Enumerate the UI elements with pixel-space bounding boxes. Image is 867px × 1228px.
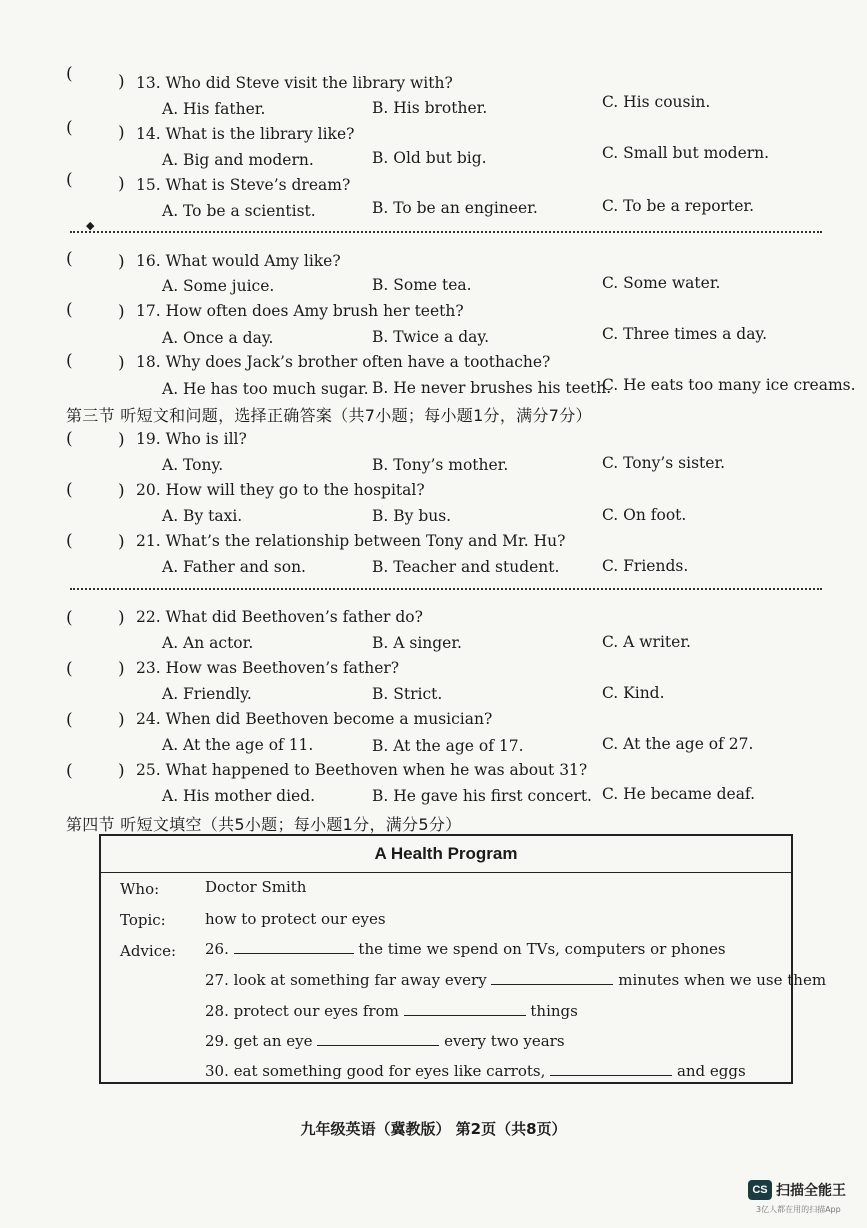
answer-paren-left: ( (66, 608, 73, 628)
advice-label: Advice: (120, 942, 177, 960)
section-3-title: 第三节 听短文和问题，选择正确答案（共7小题；每小题1分，满分7分） (66, 406, 592, 425)
option-a: A. Some juice. (162, 277, 275, 295)
answer-paren-left: ( (66, 761, 73, 781)
option-c: C. Three times a day. (602, 325, 768, 343)
option-c: C. He eats too many ice creams. (602, 376, 856, 394)
question-stem: 21. What’s the relationship between Tony and Mr. Hu? (136, 532, 566, 550)
option-b: B. Twice a day. (372, 328, 489, 346)
answer-paren-right: ) (118, 174, 125, 194)
question-stem: 22. What did Beethoven’s father do? (136, 608, 423, 626)
option-a: A. Father and son. (162, 558, 306, 576)
option-b: B. By bus. (372, 507, 452, 525)
option-a: A. By taxi. (162, 507, 243, 525)
option-c: C. His cousin. (602, 93, 711, 111)
option-c: C. On foot. (602, 506, 687, 524)
blank-29[interactable] (317, 1033, 439, 1046)
option-c: C. At the age of 27. (602, 735, 754, 753)
advice-item-26: 26. the time we spend on TVs, computers or phones (205, 940, 726, 958)
dotted-divider (70, 231, 822, 233)
watermark-name: 扫描全能王 (776, 1183, 846, 1199)
answer-paren-right: ) (118, 761, 125, 781)
option-a: A. An actor. (162, 634, 254, 652)
question-stem: 16. What would Amy like? (136, 252, 341, 270)
option-a: A. His mother died. (162, 787, 316, 805)
blank-30[interactable] (550, 1063, 672, 1076)
option-b: B. He gave his first concert. (372, 787, 592, 805)
answer-paren-right: ) (118, 532, 125, 552)
answer-paren-right: ) (118, 659, 125, 679)
option-b: B. A singer. (372, 634, 462, 652)
option-a: A. Once a day. (162, 329, 274, 347)
answer-paren-right: ) (118, 430, 125, 450)
who-label: Who: (120, 880, 160, 898)
option-b: B. Tony’s mother. (372, 456, 509, 474)
topic-label: Topic: (120, 911, 166, 929)
advice-item-27: 27. look at something far away every minutes when we use them (205, 971, 827, 989)
dotted-divider (70, 588, 822, 590)
question-stem: 20. How will they go to the hospital? (136, 481, 425, 499)
who-value: Doctor Smith (205, 878, 307, 896)
answer-paren-right: ) (118, 608, 125, 628)
page-footer: 九年级英语（冀教版） 第2页（共8页） (300, 1120, 567, 1138)
question-stem: 25. What happened to Beethoven when he was about 31? (136, 761, 588, 779)
blank-27[interactable] (491, 972, 613, 985)
answer-paren-left: ( (66, 249, 73, 269)
answer-paren-right: ) (118, 123, 125, 143)
advice-item-28: 28. protect our eyes from things (205, 1002, 578, 1020)
answer-paren-right: ) (118, 710, 125, 730)
option-c: C. To be a reporter. (602, 197, 755, 215)
option-b: B. Strict. (372, 685, 443, 703)
answer-paren-left: ( (66, 300, 73, 320)
option-a: A. Big and modern. (162, 151, 314, 169)
option-b: B. Old but big. (372, 149, 487, 167)
answer-paren-right: ) (118, 302, 125, 322)
question-stem: 18. Why does Jack’s brother often have a toothache? (136, 353, 551, 371)
answer-paren-left: ( (66, 429, 73, 449)
answer-paren-right: ) (118, 72, 125, 92)
advice-item-29: 29. get an eye every two years (205, 1032, 565, 1050)
camscanner-logo-icon: CS (748, 1180, 772, 1200)
answer-paren-right: ) (118, 481, 125, 501)
option-a: A. Friendly. (162, 685, 252, 703)
health-program-table (99, 834, 827, 1084)
section-4-title: 第四节 听短文填空（共5小题；每小题1分，满分5分） (66, 815, 462, 834)
option-c: C. Small but modern. (602, 144, 770, 162)
option-a: A. At the age of 11. (162, 736, 314, 754)
option-b: B. At the age of 17. (372, 737, 524, 755)
answer-paren-left: ( (66, 64, 73, 84)
option-b: B. To be an engineer. (372, 199, 538, 217)
advice-item-30: 30. eat something good for eyes like carrots, and eggs (205, 1062, 746, 1080)
watermark-subtitle: 3亿人都在用的扫描App (756, 1205, 841, 1214)
answer-paren-left: ( (66, 118, 73, 138)
option-b: B. His brother. (372, 99, 488, 117)
question-stem: 17. How often does Amy brush her teeth? (136, 302, 464, 320)
question-stem: 23. How was Beethoven’s father? (136, 659, 400, 677)
question-stem: 15. What is Steve’s dream? (136, 176, 351, 194)
option-c: C. Friends. (602, 557, 689, 575)
answer-paren-right: ) (118, 353, 125, 373)
question-stem: 19. Who is ill? (136, 430, 247, 448)
option-a: A. Tony. (162, 456, 224, 474)
option-c: C. He became deaf. (602, 785, 756, 803)
answer-paren-left: ( (66, 170, 73, 190)
answer-paren-left: ( (66, 351, 73, 371)
answer-paren-left: ( (66, 659, 73, 679)
option-b: B. He never brushes his teeth. (372, 379, 612, 397)
option-c: C. Kind. (602, 684, 665, 702)
option-a: A. His father. (162, 100, 266, 118)
blank-28[interactable] (404, 1003, 526, 1016)
question-stem: 14. What is the library like? (136, 125, 355, 143)
question-stem: 13. Who did Steve visit the library with? (136, 74, 453, 92)
answer-paren-left: ( (66, 710, 73, 730)
option-b: B. Some tea. (372, 276, 472, 294)
table-title: A Health Program (101, 836, 791, 873)
option-c: C. A writer. (602, 633, 691, 651)
question-stem: 24. When did Beethoven become a musician? (136, 710, 493, 728)
option-c: C. Tony’s sister. (602, 454, 726, 472)
option-b: B. Teacher and student. (372, 558, 560, 576)
option-a: A. He has too much sugar. (162, 380, 369, 398)
option-c: C. Some water. (602, 274, 721, 292)
option-a: A. To be a scientist. (162, 202, 316, 220)
answer-paren-right: ) (118, 252, 125, 272)
topic-value: how to protect our eyes (205, 910, 386, 928)
pen-mark: ◆ (86, 219, 95, 232)
blank-26[interactable] (234, 941, 354, 954)
answer-paren-left: ( (66, 531, 73, 551)
answer-paren-left: ( (66, 480, 73, 500)
